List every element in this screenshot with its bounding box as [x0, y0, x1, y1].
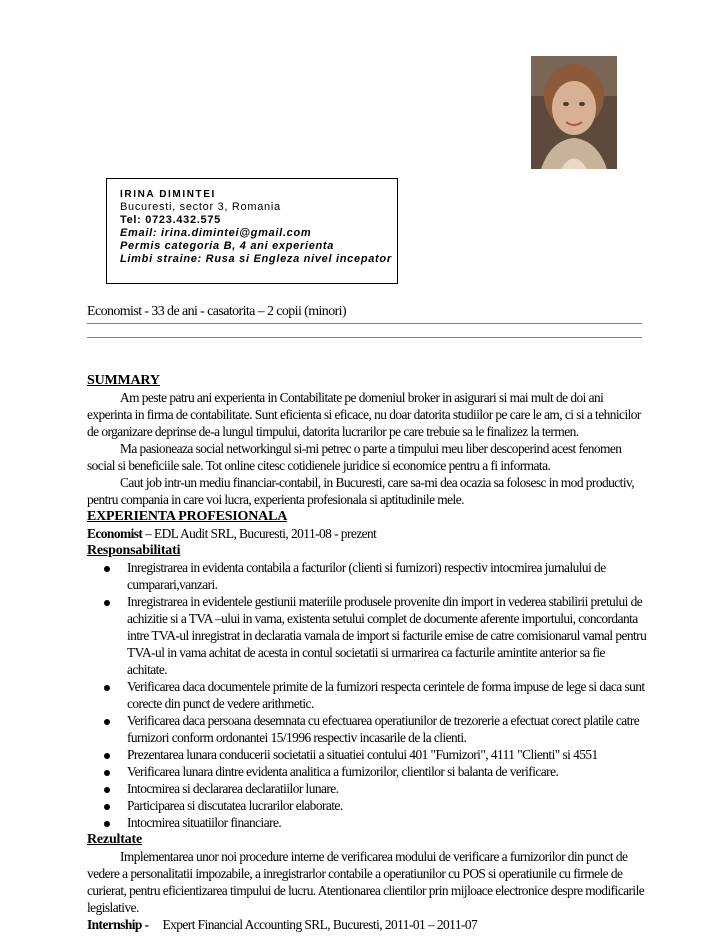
contact-phone: Tel: 0723.432.575 [120, 214, 221, 226]
list-item [87, 797, 647, 814]
list-item-text: Inregistrarea in evidentele gestiunii materiile produsele provenite din import in vederea stabilirii pretului de achizitie si a TVA –ului in vama, existenta setului complet de documente aferente importului, concordanta intre TVA-ul inregistrat in declaratia vamala de import si facturile emise de catre comisionarul vamal pentru TVA-ul in vama achitat de acesta in contul societatii si urmarirea ca facturile amintite anterior sa fie achitate. [127, 594, 647, 677]
results-paragraph: Implementarea unor noi procedure interne de verificarea modului de verificare a furnizorilor din punct de vedere a personalitatii impozabile, a inregistrarlor contabile a operatiunilor cu POS si operatiunile cu firmele de curierat, pentru eficientizarea timpului de lucru. Atentionarea clientilor prin mijloace electronice despre modificarile legislative. [87, 849, 645, 915]
responsibilities-heading: Responsabilitati [87, 543, 181, 558]
internship-details: Expert Financial Accounting SRL, Bucuresti, 2011-01 – 2011-07 [148, 917, 478, 932]
contact-box [106, 178, 398, 284]
list-item-text: Verificarea lunara dintre evidenta analitica a furnizorilor, clientilor si balanta de verificare. [127, 764, 559, 779]
list-item-text: Intocmirea si declararea declaratiilor lunare. [127, 781, 339, 796]
job-entry [87, 525, 647, 542]
contact-address: Bucuresti, sector 3, Romania [120, 201, 281, 213]
list-item-text: Verificarea daca persoana desemnata cu efectuarea operatiunilor de trezorerie a efectuat corect platile catre furnizori conform ordonantei 15/1996 respectiv incasarile de la clienti. [127, 713, 640, 745]
divider-bottom [87, 337, 642, 338]
summary-heading: SUMMARY [87, 373, 160, 388]
job-details: – EDL Audit SRL, Bucuresti, 2011-08 - prezent [142, 526, 377, 541]
list-item-text: Participarea si discutatea lucrarilor elaborate. [127, 798, 343, 813]
resume-content [87, 372, 647, 933]
list-item-text: Inregistrarea in evidenta contabila a facturilor (clienti si furnizori) respectiv intocmirea jurnalului de cumparari,vanzari. [127, 560, 606, 592]
bullet-icon [104, 787, 110, 793]
contact-license: Permis categoria B, 4 ani experienta [120, 240, 335, 252]
list-item-text: Prezentarea lunara conducerii societatii a situatiei contului 401 "Furnizori", 4111 "Clienti" si 4551 [127, 747, 598, 762]
list-item-text: Intocmirea situatiilor financiare. [127, 815, 282, 830]
internship-entry [87, 916, 647, 933]
profile-photo [531, 56, 617, 169]
list-item [87, 746, 647, 763]
list-item [87, 780, 647, 797]
contact-languages: Limbi straine: Rusa si Engleza nivel incepator [120, 253, 392, 265]
divider-top [87, 323, 642, 324]
job-role: Economist [87, 526, 143, 541]
bullet-icon [104, 770, 110, 776]
list-item-text: Verificarea daca documentele primite de la furnizori respecta cerintele de forma impuse de lege si daca sunt corecte din punct de vedere arithmetic. [127, 679, 645, 711]
bullet-icon [104, 600, 110, 606]
bullet-icon [104, 804, 110, 810]
contact-email: Email: irina.dimintei@gmail.com [120, 227, 312, 239]
list-item [87, 559, 647, 593]
list-item [87, 678, 647, 712]
headline: Economist - 33 de ani - casatorita – 2 copii (minori) [87, 304, 347, 319]
bullet-icon [104, 566, 110, 572]
bullet-icon [104, 685, 110, 691]
list-item [87, 712, 647, 746]
experience-heading: EXPERIENTA PROFESIONALA [87, 509, 288, 524]
responsibilities-list [87, 559, 647, 831]
bullet-icon [104, 753, 110, 759]
summary-paragraph-2: Ma pasioneaza social networkingul si-mi petrec o parte a timpului meu liber descoperind acest fenomen social si beneficiile sale. Tot online citesc cotidienele juridice si economice pentru a fi informata. [87, 441, 622, 473]
bullet-icon [104, 821, 110, 827]
list-item [87, 814, 647, 831]
contact-name: IRINA DIMINTEI [120, 189, 216, 200]
internship-label: Internship - [87, 917, 149, 932]
results-heading: Rezultate [87, 832, 142, 847]
summary-paragraph-3: Caut job intr-un mediu financiar-contabil, in Bucuresti, care sa-mi dea ocazia sa folosesc in mod productiv, pentru compania in care voi lucra, experienta profesionala si aptitudinile mele. [87, 475, 635, 507]
summary-paragraph-1: Am peste patru ani experienta in Contabilitate pe domeniul broker in asigurari si mai mult de doi ani experinta in firma de contabilitate. Sunt eficienta si eficace, nu doar datorita studiilor pe care le am, ci si a tehnicilor de organizare deprinse de-a lungul timpului, datorita lucrarilor pe care trebuie sa le finalizez la termen. [87, 390, 641, 439]
list-item [87, 593, 647, 678]
list-item [87, 763, 647, 780]
bullet-icon [104, 719, 110, 725]
